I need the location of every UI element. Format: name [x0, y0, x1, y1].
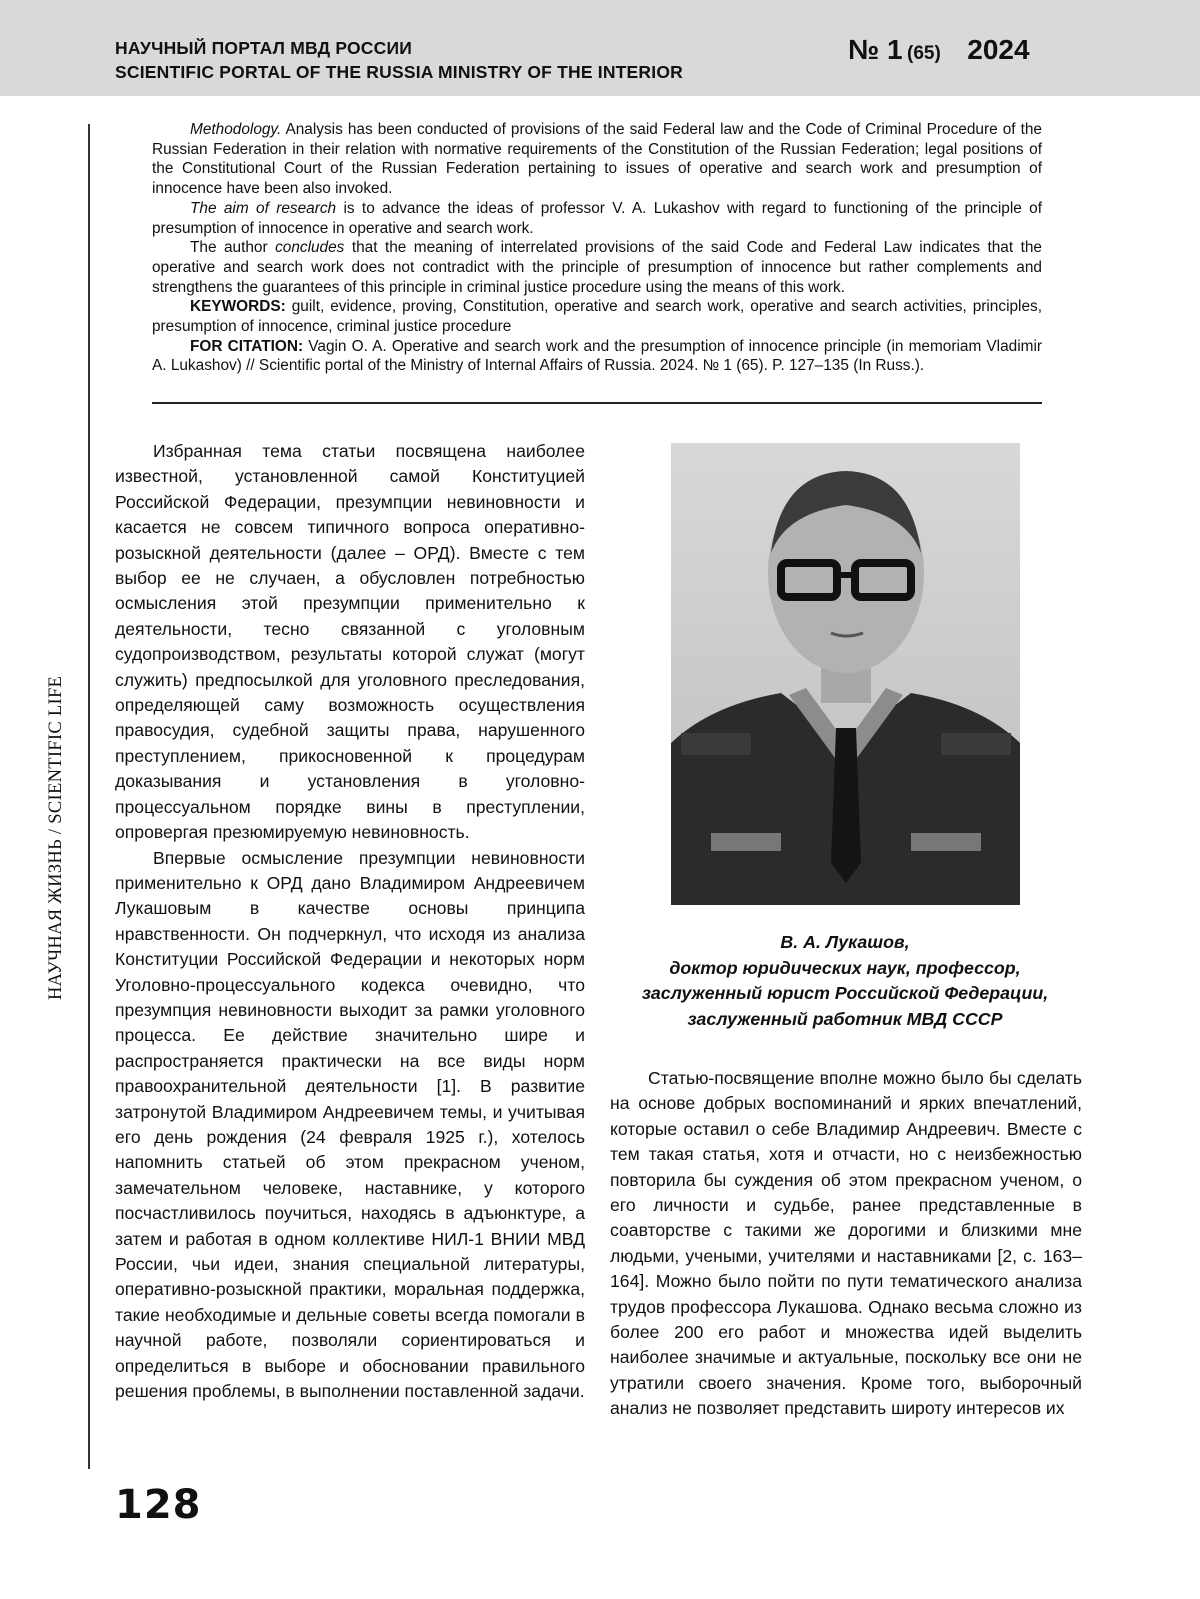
abstract-citation [152, 337, 1042, 376]
portrait-photo [671, 443, 1020, 905]
keywords-label: KEYWORDS: [190, 298, 286, 316]
body-paragraph: Впервые осмысление презумпции невиновности применительно к ОРД дано Владимиром Андреевичем Лукашовым в качестве основы принципа нравственности. Он подчеркнул, что исходя из анализа Конституции Российской Федерации и некоторых норм Уголовно-процессуального кодекса очевидно, что презумпция невиновности выходит за рамки уголовного процесса. Ее действие значительно шире и распространяется практически на все виды норм правоохранительной деятельности [1]. В развитие затронутой Владимиром Андреевичем темы, и учитывая его день рождения (24 февраля 1925 г.), хотелось напомнить статьей об этом прекрасном ученом, замечательном человеке, наставнике, у которого посчастливилось поучиться, находясь в адъюнктуре, а затем и работая в одном коллективе НИЛ-1 ВНИИ МВД России, чьи идеи, знания специальной литературы, оперативно-розыскной практики, моральная поддержка, такие необходимые и дельные советы всегда помогали в научной работе, позволяли сориентироваться и определиться в выборе и обосновании правильного решения проблемы, в выполнении поставленной задачи. [115, 847, 585, 1402]
aim-text: is to advance the ideas of professor V. A. Lukashov with regard to functioning of the principle of presumption of innocence in operative and search work. [152, 199, 1042, 237]
abstract-conclusion [152, 238, 1042, 297]
body-paragraph: Статью-посвящение вполне можно было бы сделать на основе добрых воспоминаний и ярких впечатлений, которые оставил о себе Владимир Андреевич. Вместе с тем такая статья, хотя и отчасти, но с неизбежностью повторила бы суждения об этом прекрасном ученом, о его личности и судьбе, ранее представленные в соавторстве с такими же дорогими и близкими мне людьми, учеными, учителями и наставниками [2, с. 163–164]. Можно было пойти по пути тематического анализа трудов профессора Лукашова. Однако весьма сложно из более 200 его работ и множества идей выделить наиболее значимые и актуальные, поскольку все они не утратили своего значения. Кроме того, выборочный анализ не позволяет представить широту интересов их [610, 1068, 1082, 1419]
portrait-illustration [671, 443, 1020, 905]
caption-line: доктор юридических наук, профессор, [669, 957, 1021, 978]
issue-number: № 1 [848, 34, 903, 65]
caption-line: заслуженный юрист Российской Федерации, [641, 983, 1049, 1003]
issue-year: 2024 [967, 34, 1030, 65]
abstract-aim [152, 199, 1042, 238]
caption-line: В. А. Лукашов, [780, 932, 910, 952]
article-column-right [610, 1066, 1082, 1422]
conclusion-prefix: The author [190, 239, 276, 257]
conclusion-label: concludes [275, 239, 345, 257]
conclusion-text: that the meaning of interrelated provisions of the said Code and Federal Law indicates that the operative and search work does not contradict with the principle of presumption of innocence but rather complements and strengthens the guarantees of this principle in criminal justice procedure using the means of this work. [152, 239, 1042, 296]
journal-header [0, 0, 1200, 96]
caption-line: заслуженный работник МВД СССР [687, 1008, 1003, 1029]
methodology-label: Methodology. [190, 121, 282, 138]
abstract-divider [152, 402, 1042, 404]
journal-title-ru: НАУЧНЫЙ ПОРТАЛ МВД РОССИИ [115, 38, 413, 58]
citation-label: FOR CITATION: [190, 337, 304, 355]
abstract-methodology [152, 120, 1042, 199]
article-column-left [115, 439, 585, 1404]
abstract-keywords [152, 297, 1042, 336]
citation-text: Vagin O. A. Operative and search work and the presumption of innocence principle (in memoriam Vladimir A. Lukashov) // Scientific portal of the Ministry of Internal Affairs of Russia. 2024. № 1 (65). P. 127–135 (In Russ.). [152, 337, 1042, 375]
issue-total: (65) [907, 43, 941, 64]
issue-info [848, 34, 1030, 66]
section-label: НАУЧНАЯ ЖИЗНЬ / SCIENTIFIC LIFE [46, 675, 66, 1000]
aim-label: The aim of research [190, 199, 337, 217]
body-paragraph: Избранная тема статьи посвящена наиболее известной, установленной самой Конституцией Российской Федерации, презумпции невиновности и касается не совсем типичного вопроса оперативно-розыскной деятельности (далее – ОРД). Вместе с тем выбор ее не случаен, а обусловлен потребностью осмысления этой презумпции применительно к деятельности, тесно связанной с уголовным судопроизводством, результаты которой служат (могут служить) предпосылкой для уголовного преследования, определяющей саму возможность осуществления правосудия, судебной защиты права, нарушенного преступлением, прикосновенной к процедурам доказывания и установления в уголовно-процессуальном порядке вины в преступлении, опровергая презюмируемую невиновность. [115, 441, 585, 843]
portrait-caption [605, 930, 1085, 1032]
margin-rule [88, 124, 90, 1469]
methodology-text: Analysis has been conducted of provisions of the said Federal law and the Code of Criminal Procedure of the Russian Federation in their relation with normative requirements of the Constitution of the Russian Federation; legal positions of the Constitutional Court of the Russian Federation pertaining to issues of operative and search work and presumption of innocence have been also invoked. [152, 121, 1042, 198]
page-number: 128 [115, 1482, 202, 1528]
abstract [152, 120, 1042, 376]
journal-title-en: SCIENTIFIC PORTAL OF THE RUSSIA MINISTRY OF THE INTERIOR [115, 62, 683, 82]
keywords-text: guilt, evidence, proving, Constitution, operative and search work, operative and search activities, principles, presumption of innocence, criminal justice procedure [152, 298, 1042, 336]
